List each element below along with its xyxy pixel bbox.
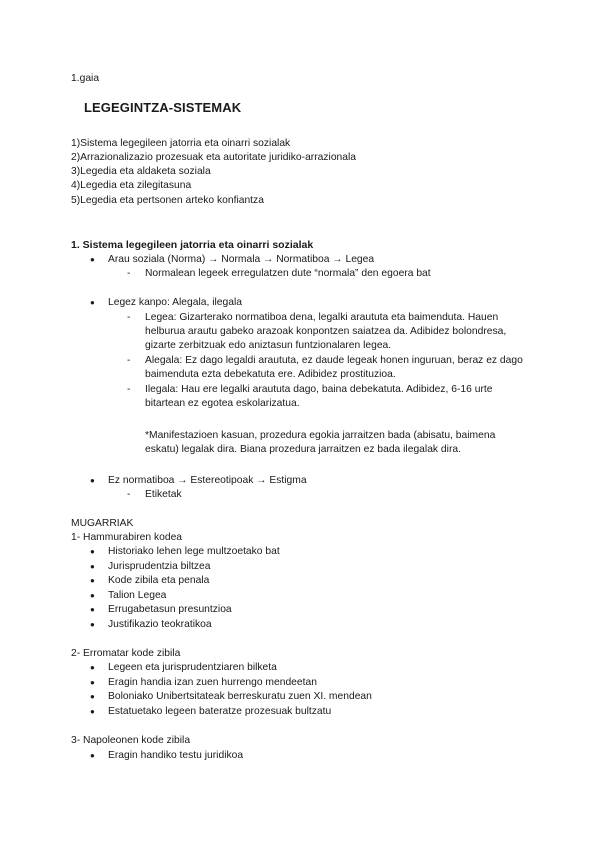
bullet-item: Legez kanpo: Alegala, ilegala	[108, 297, 242, 308]
bullet-icon: ●	[90, 547, 95, 556]
toc-item-5: 5)Legedia eta pertsonen arteko konfiantza	[71, 195, 264, 206]
dash-icon: -	[127, 384, 131, 395]
list-item: Errugabetasun presuntzioa	[108, 604, 232, 615]
toc-item-2: 2)Arrazionalizazio prozesuak eta autoritate juridiko-arrazionala	[71, 152, 357, 163]
sub-item-legea: Legea: Gizarterako normatiboa dena, legalki araututa eta baimenduta. Hauen helburua arautu gabeko arazoak konpontzen saiatzea da. Adibidez bolondresa, gizarte zerbitzuak edo aniztasun funtzionalaren legea.	[145, 312, 507, 352]
toc-item-1: 1)Sistema legegileen jatorria eta oinarri sozialak	[71, 138, 291, 149]
list-item: Legeen eta jurisprudentziaren bilketa	[108, 662, 277, 673]
bullet-item: Arau soziala (Norma) → Normala → Normatiboa → Legea	[108, 254, 375, 265]
bullet-icon: ●	[90, 692, 95, 701]
list-item: Historiako lehen lege multzoetako bat	[108, 546, 280, 557]
bullet-icon: ●	[90, 255, 95, 264]
sub-item: Etiketak	[145, 489, 182, 500]
bullet-icon: ●	[90, 707, 95, 716]
sub-item-ilegala: Ilegala: Hau ere legalki araututa dago, baina debekatuta. Adibidez, 6-16 urte bitartean ez egotea eskolarizatua.	[145, 384, 493, 410]
dash-icon: -	[127, 312, 131, 323]
bullet-icon: ●	[90, 678, 95, 687]
list-item: Kode zibila eta penala	[108, 575, 210, 586]
list-item: Talion Legea	[108, 590, 167, 601]
list-item: Boloniako Unibertsitateak berreskuratu zuen XI. mendean	[108, 691, 372, 702]
group-title: 3- Napoleonen kode zibila	[71, 735, 191, 746]
list-item: Eragin handiko testu juridikoa	[108, 750, 244, 761]
topic-number: 1.gaia	[71, 73, 100, 84]
bullet-icon: ●	[90, 591, 95, 600]
note-paragraph: *Manifestazioen kasuan, prozedura egokia jarraitzen bada (abisatu, baimena eskatu) legalak dira. Biana prozedura jarraitzen ez bada ilegalak dira.	[145, 430, 496, 456]
mugarriak-heading: MUGARRIAK	[71, 518, 134, 529]
page-title: LEGEGINTZA-SISTEMAK	[84, 100, 242, 115]
list-item: Estatuetako legeen bateratze prozesuak bultzatu	[108, 706, 332, 717]
list-item: Jurisprudentzia biltzea	[108, 561, 211, 572]
group-title: 2- Erromatar kode zibila	[71, 648, 181, 659]
bullet-item: Ez normatiboa → Estereotipoak → Estigma	[108, 475, 307, 486]
bullet-icon: ●	[90, 605, 95, 614]
list-item: Justifikazio teokratikoa	[108, 619, 212, 630]
group-title: 1- Hammurabiren kodea	[71, 532, 183, 543]
sub-item: Normalean legeek erregulatzen dute “normala” den egoera bat	[145, 268, 431, 279]
bullet-icon: ●	[90, 663, 95, 672]
bullet-icon: ●	[90, 562, 95, 571]
bullet-icon: ●	[90, 298, 95, 307]
bullet-icon: ●	[90, 576, 95, 585]
section-heading: 1. Sistema legegileen jatorria eta oinarri sozialak	[71, 239, 314, 251]
sub-item-alegala: Alegala: Ez dago legaldi araututa, ez daude legeak honen inguruan, beraz ez dago baimenduta ezta debekatuta ere. Adibidez prostituzioa.	[145, 355, 523, 381]
bullet-icon: ●	[90, 620, 95, 629]
dash-icon: -	[127, 268, 131, 279]
dash-icon: -	[127, 489, 131, 500]
toc-item-3: 3)Legedia eta aldaketa soziala	[71, 166, 211, 177]
bullet-icon: ●	[90, 476, 95, 485]
toc-item-4: 4)Legedia eta zilegitasuna	[71, 180, 192, 191]
dash-icon: -	[127, 355, 131, 366]
bullet-icon: ●	[90, 751, 95, 760]
list-item: Eragin handia izan zuen hurrengo mendeetan	[108, 677, 317, 688]
